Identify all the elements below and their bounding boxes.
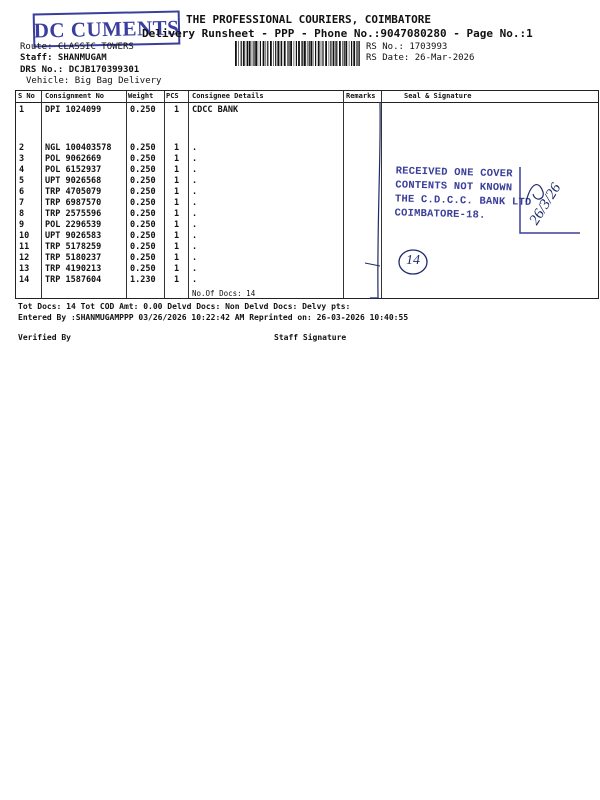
row-weight: 0.250 [130,143,156,153]
runsheet-title: Delivery Runsheet - PPP - Phone No.:9047080280 - Page No.:1 [142,27,533,40]
barcode-bar [310,41,312,66]
barcode-bar [339,41,341,66]
row-pcs: 1 [174,198,180,208]
table-row [16,143,598,154]
row-consignment-no: POL 9062669 [45,154,102,164]
col-consignee: Consignee Details [192,92,264,100]
row-weight: 0.250 [130,165,156,175]
row-pcs: 1 [174,105,180,115]
row-consignment-no: TRP 1587604 [45,275,102,285]
barcode-bar [243,41,245,66]
col-consignment: Consignment No [45,92,105,100]
row-weight: 0.250 [130,264,156,274]
row-weight: 0.250 [130,187,156,197]
row-weight: 0.250 [130,231,156,241]
row-pcs: 1 [174,176,180,186]
row-consignment-no: POL 2296539 [45,220,102,230]
barcode-bar [335,41,336,66]
row-sno: 1 [19,105,25,115]
col-pcs: PCS [166,92,179,100]
barcode-bar [288,41,289,66]
staff-label: Staff: SHANMUGAM [20,53,107,63]
row-weight: 0.250 [130,242,156,252]
no-of-docs: No.Of Docs: 14 [192,289,256,298]
row-sno: 2 [19,143,25,153]
totals-line: Tot Docs: 14 Tot COD Amt: 0.00 Delvd Docs: Non Delvd Docs: Delvy pts: [18,302,351,311]
barcode-bar [290,41,292,66]
row-sno: 3 [19,154,25,164]
barcode-bar [357,41,358,66]
row-pcs: 1 [174,275,180,285]
barcode-bar [344,41,345,66]
row-consignment-no: TRP 5180237 [45,253,102,263]
barcode-bar [330,41,331,66]
row-sno: 7 [19,198,25,208]
row-pcs: 1 [174,264,180,274]
row-sno: 12 [19,253,30,263]
row-sno: 5 [19,176,25,186]
row-sno: 14 [19,275,30,285]
row-pcs: 1 [174,231,180,241]
col-seal-signature: Seal & Signature [404,92,472,100]
row-consignee: . [192,187,198,197]
vehicle-label: Vehicle: Big Bag Delivery [26,76,162,86]
barcode-bar [304,41,306,66]
barcode-bar [296,41,297,66]
barcode-bar [241,41,242,66]
row-consignee: . [192,143,198,153]
drs-number: DRS No.: DCJB170399301 [20,65,140,75]
barcode-bar [255,41,257,66]
row-consignee: . [192,220,198,230]
barcode-bar [260,41,261,66]
stamp-line-3: THE C.D.C.C. BANK LTD [394,193,532,209]
row-pcs: 1 [174,220,180,230]
row-sno: 10 [19,231,30,241]
barcode-bar [318,41,320,66]
row-sno: 8 [19,209,25,219]
handwritten-remarks-line [360,98,390,303]
barcode-bar [336,41,337,66]
barcode-bar [309,41,310,66]
route-label: Route: CLASSIC TOWERS [20,42,134,52]
table-row [16,105,598,116]
barcode-bar [298,41,300,66]
row-sno: 6 [19,187,25,197]
row-consignee: . [192,275,198,285]
barcode-bar [359,41,360,66]
barcode-bar [307,41,308,66]
barcode-bar [252,41,253,66]
barcode-bar [281,41,282,66]
barcode-bar [315,41,316,66]
row-consignment-no: TRP 4705079 [45,187,102,197]
row-sno: 13 [19,264,30,274]
barcode-bar [321,41,322,66]
staff-signature-label: Staff Signature [274,333,347,342]
barcode-bar [267,41,268,66]
barcode-bar [329,41,330,66]
row-weight: 0.250 [130,209,156,219]
row-pcs: 1 [174,253,180,263]
row-consignee: . [192,198,198,208]
barcode-bar [345,41,347,66]
row-consignment-no: TRP 5178259 [45,242,102,252]
barcode-bar [287,41,288,66]
row-consignment-no: NGL 100403578 [45,143,112,153]
row-consignee: . [192,242,198,252]
row-pcs: 1 [174,187,180,197]
barcode-bar [270,41,272,66]
barcode-bar [263,41,265,66]
barcode-bar [342,41,343,66]
stamp-line-2: CONTENTS NOT KNOWN [395,179,513,195]
row-pcs: 1 [174,143,180,153]
row-weight: 0.250 [130,154,156,164]
barcode-bar [275,41,276,66]
handwritten-count-circle [397,248,429,276]
handwritten-date-signature [515,168,583,238]
barcode-bar [353,41,355,66]
row-sno: 9 [19,220,25,230]
table-row [16,242,598,253]
table-row [16,275,598,286]
row-consignee: . [192,231,198,241]
table-row [16,253,598,264]
stamp-line-4: COIMBATORE-18. [394,207,486,222]
barcode-bar [238,41,239,66]
table-row [16,264,598,275]
row-pcs: 1 [174,209,180,219]
rs-number: RS No.: 1703993 [366,42,448,52]
barcode-bar [249,41,251,66]
handwritten-date: 26/3/26 [526,180,565,228]
bank-received-stamp [394,164,532,233]
row-weight: 0.250 [130,253,156,263]
table-row [16,154,598,165]
col-remarks: Remarks [346,92,376,100]
barcode-bar [302,41,303,66]
row-consignment-no: TRP 4190213 [45,264,102,274]
verified-by-label: Verified By [18,333,71,342]
barcode-image [235,41,360,66]
row-consignee: . [192,176,198,186]
row-consignment-no: UPT 9026583 [45,231,102,241]
col-weight: Weight [128,92,154,100]
col-sno: S No [18,92,35,100]
row-weight: 0.250 [130,220,156,230]
barcode-bar [277,41,279,66]
row-consignment-no: POL 6152937 [45,165,102,175]
row-weight: 0.250 [130,198,156,208]
barcode-bar [322,41,323,66]
barcode-bar [313,41,314,66]
rs-date: RS Date: 26-Mar-2026 [366,53,475,63]
barcode-bar [258,41,259,66]
row-sno: 11 [19,242,30,252]
barcode-bar [266,41,267,66]
row-consignment-no: TRP 2575596 [45,209,102,219]
company-logo-stamp: DC CUMENTS [33,10,181,47]
barcode-bar [356,41,357,66]
row-weight: 1.230 [130,275,156,285]
barcode-bar [351,41,352,66]
row-sno: 4 [19,165,25,175]
barcode-bar [273,41,274,66]
barcode-bar [247,41,248,66]
handwritten-count: 14 [406,253,420,268]
row-weight: 0.250 [130,176,156,186]
barcode-bar [235,41,237,66]
row-consignee: . [192,209,198,219]
row-consignee: . [192,264,198,274]
row-consignment-no: TRP 6987570 [45,198,102,208]
barcode-bar [333,41,335,66]
company-name: THE PROFESSIONAL COURIERS, COIMBATORE [186,13,432,26]
barcode-bar [301,41,302,66]
stamp-line-1: RECEIVED ONE COVER [395,165,513,181]
row-consignee: CDCC BANK [192,105,239,115]
row-consignee: . [192,253,198,263]
row-weight: 0.250 [130,105,156,115]
barcode-bar [246,41,247,66]
barcode-bar [294,41,295,66]
row-consignment-no: DPI 1024099 [45,105,102,115]
barcode-bar [284,41,286,66]
barcode-bar [253,41,254,66]
barcode-bar [349,41,350,66]
entered-by-line: Entered By :SHANMUGAMPPP 03/26/2026 10:22:42 AM Reprinted on: 26-03-2026 10:40:55 [18,313,409,322]
row-pcs: 1 [174,165,180,175]
row-consignee: . [192,154,198,164]
row-consignment-no: UPT 9026568 [45,176,102,186]
row-pcs: 1 [174,154,180,164]
barcode-bar [280,41,281,66]
barcode-bar [325,41,327,66]
row-pcs: 1 [174,242,180,252]
row-consignee: . [192,165,198,175]
